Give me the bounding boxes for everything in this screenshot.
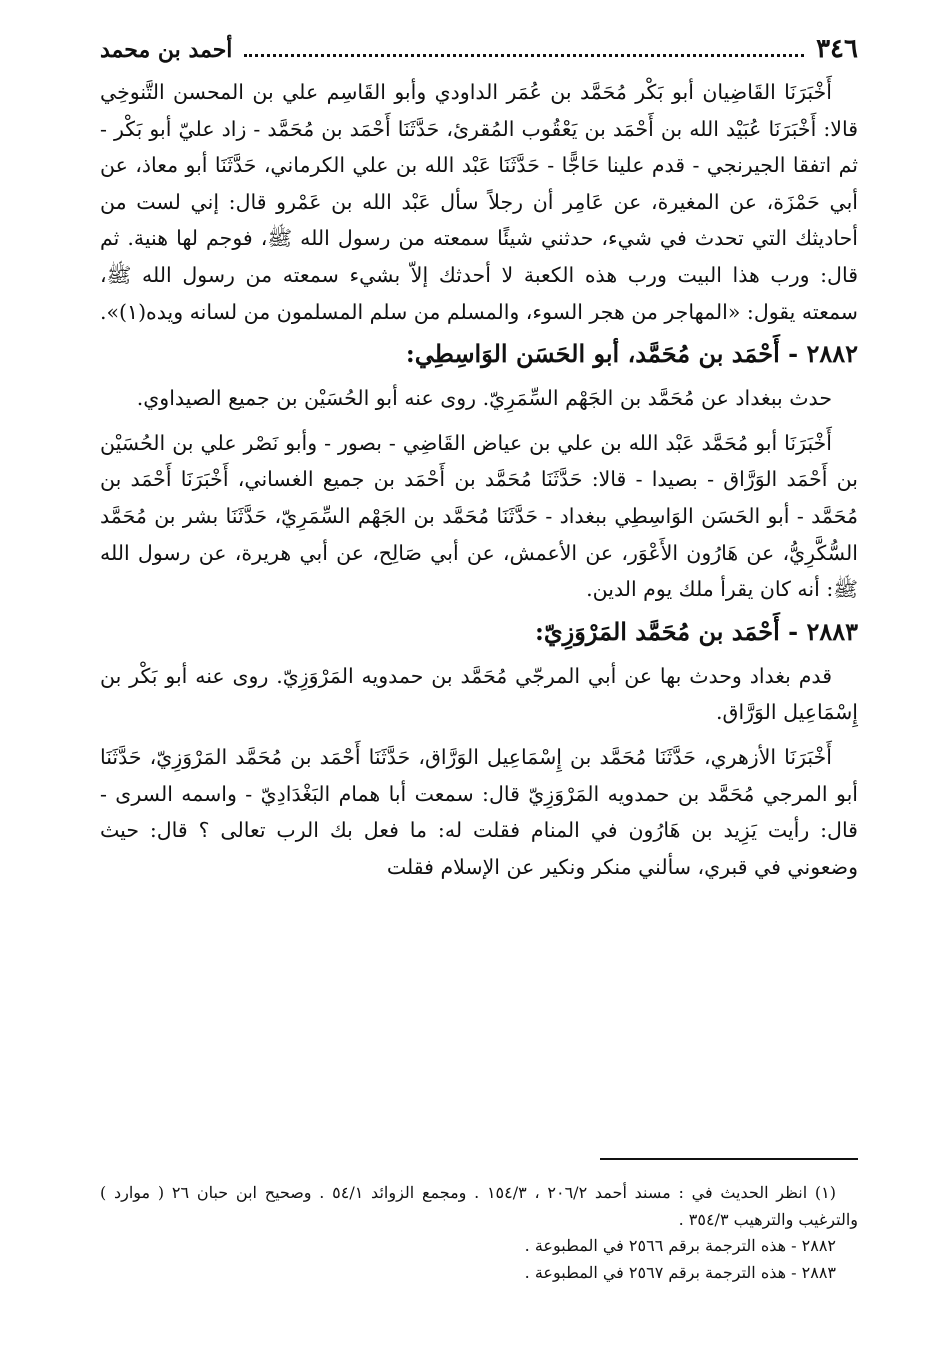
book-page bbox=[100, 34, 858, 1334]
footnote-2883: ٢٨٨٣ - هذه الترجمة برقم ٢٥٦٧ في المطبوعة . bbox=[524, 1262, 836, 1282]
footnote-1: (١) انظر الحديث في : مسند أحمد ٢٠٦/٢ ، ١٥٤/٣ . ومجمع الزوائد ٥٤/١ . وصحيح ابن حبان ٢٦ ( موارد ) والترغيب والترهيب ٣٥٤/٣ . bbox=[100, 1183, 858, 1229]
footnotes bbox=[100, 1180, 858, 1286]
entry-heading-2883: ٢٨٨٣ - أَحْمَد بن مُحَمَّد المَرْوَزِيّ: bbox=[535, 616, 858, 646]
paragraph-isnad-2883: أَخْبَرَنَا الأزهري، حَدَّثَنَا مُحَمَّد بن إِسْمَاعِيل الوَرَّاق، حَدَّثَنَا أَحْمَد بن مُحَمَّد المَرْوَزِيّ، حَدَّثَنَا أبو المرجي مُحَمَّد بن حمدويه المَرْوَزِيّ قال: سمعت أبا همام البَغْدَادِيّ - واسمه السرى - قال: رأيت يَزِيد بن هَارُون في المنام فقلت له: ما فعل بك الرب تعالى ؟ قال: حيث وضعوني في قبري، سألني منكر ونكير عن الإسلام فقلت bbox=[100, 744, 858, 879]
header-dotted-leader bbox=[244, 53, 804, 57]
paragraph-isnad-1: أَخْبَرَنَا القَاضِيان أبو بَكْر مُحَمَّد بن عُمَر الداودي وأبو القَاسِم علي بن المحسن التَّنوخِي قالا: أَخْبَرَنَا عُبَيْد الله بن أَحْمَد بن يَعْقُوب المُقرئ، حَدَّثَنَا أَحْمَد بن مُحَمَّد - زاد عليّ أبو بَكْر - ثم اتفقا الجيرنجي - قدم علينا حَاجًّا - حَدَّثَنَا عَبْد الله بن علي الكرماني، حَدَّثَنَا أبو معاذ، عن أبي حَمْزَة، عن المغيرة، عن عَامِر أن رجلاً سأل عَبْد الله بن عَمْرو قال: إني لست من أحاديثك التي تحدث في شيء، حدثني شيئًا سمعته من رسول الله ﷺ، فوجم لها هنية. ثم قال: ورب هذا البيت ورب هذه الكعبة لا أحدثك إلاّ بشيء سمعته من رسول الله ﷺ، سمعته يقول: «المهاجر من هجر السوء، والمسلم من سلم المسلمون من لسانه ويده(١)». bbox=[99, 80, 858, 324]
paragraph-isnad-2882: أَخْبَرَنَا أبو مُحَمَّد عَبْد الله بن علي بن عياض القَاضِي - بصور - وأبو نَصْر علي بن الحُسَيْن بن أَحْمَد الوَرَّاق - بصيدا - قالا: حَدَّثَنَا مُحَمَّد بن أَحْمَد بن جميع الغساني، أَخْبَرَنَا أَحْمَد بن مُحَمَّد - أبو الحَسَن الوَاسِطِي ببغداد - حَدَّثَنَا مُحَمَّد بن الجَهْم السِّمَرِيّ، حَدَّثَنَا بشر بن مُحَمَّد السُّكَّرِيُّ، عن هَارُون الأَعْوَر، عن الأعمش، عن أبي صَالِح، عن أبي هريرة، عن رسول الله ﷺ: أنه كان يقرأ ملك يوم الدين. bbox=[100, 430, 858, 602]
page-number: ٣٤٦ bbox=[816, 34, 858, 64]
footnote-2882: ٢٨٨٢ - هذه الترجمة برقم ٢٥٦٦ في المطبوعة . bbox=[524, 1236, 836, 1255]
paragraph-bio-2883: قدم بغداد وحدث بها عن أبي المرجّي مُحَمَّد بن حمدويه المَرْوَزِيّ. روى عنه أبو بَكْر بن إِسْمَاعِيل الوَرَّاق. bbox=[100, 663, 858, 725]
entry-heading-2882: ٢٨٨٢ - أَحْمَد بن مُحَمَّد، أبو الحَسَن الوَاسِطِي: bbox=[405, 339, 858, 369]
page-header bbox=[100, 34, 858, 74]
footnote-separator bbox=[600, 1158, 858, 1160]
running-title: أحمد بن محمد bbox=[100, 37, 233, 63]
paragraph-bio-2882: حدث ببغداد عن مُحَمَّد بن الجَهْم السِّمَرِيّ. روى عنه أبو الحُسَيْن بن جميع الصيداوي. bbox=[136, 386, 832, 411]
